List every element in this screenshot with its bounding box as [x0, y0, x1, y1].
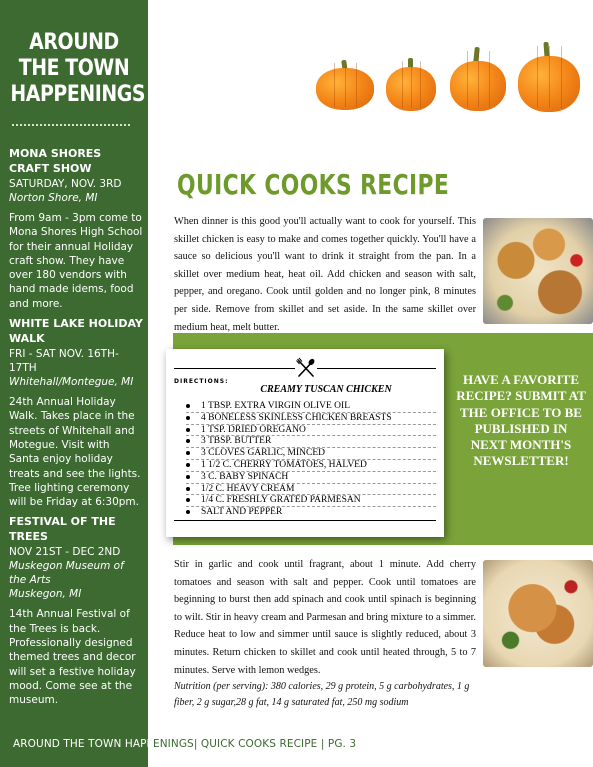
pumpkin-icon — [450, 47, 506, 111]
recipe-card — [166, 349, 444, 537]
card-recipe-title: CREAMY TUSCAN CHICKEN — [260, 384, 392, 395]
event-location: Whitehall/Montegue, MI — [9, 376, 134, 389]
footer-page-info: ENINGS| QUICK COOKS RECIPE | PG. 3 — [152, 738, 357, 750]
ingredients-list — [186, 401, 436, 518]
page-footer — [13, 738, 356, 750]
event-description: From 9am - 3pm come to Mona Shores High School for their annual Holiday craft show. They have over 180 vendors with hand made idems, food and more. — [9, 212, 143, 310]
directions-label: DIRECTIONS: — [174, 378, 229, 385]
event-description: 24th Annual Holiday Walk. Takes place in the streets of Whitehall and Motegue. Visit with Santa enjoy holiday treats and see the lights. Tree lighting ceremony will be Friday at 6:30pm. — [9, 396, 141, 509]
recipe-intro: When dinner is this good you'll actually want to cook for yourself. This skillet chicken is easy to make and comes together quickly. You'll have a sauce so delicious you'll want to drink it straight from the pan. In a skillet over medium heat, heat oil. Add chicken and season with salt, pepper, and oregano. Cook until golden and no longer pink, 8 minutes per side. Remove from skillet and set aside. In the same skillet over medium heat, melt butter. — [174, 216, 476, 333]
ingredient-item: 3 CLOVES GARLIC, MINCED — [186, 448, 436, 460]
event-description: 14th Annual Festival of the Trees is back. Professionally designed themed trees and decor will set a festive holiday mood. Come see at the museum. — [9, 608, 136, 707]
chicken-plate-photo — [483, 560, 593, 667]
recipe-steps: Stir in garlic and cook until fragrant, about 1 minute. Add cherry tomatoes and season with salt and pepper. Cook until tomatoes are beginning to burst then add spinach and cook until spinach is beginning to wilt. Stir in heavy cream and Parmesan and bring mixture to a simmer. Reduce heat to low and simmer until sauce is slightly reduced, about 3 minutes. Return chicken to skillet and cook until heated through, 5 to 7 minutes. Serve with lemon wedges. — [174, 559, 476, 676]
event-title: MONA SHORES CRAFT SHOW — [9, 147, 102, 175]
sidebar — [0, 0, 148, 767]
event-location-city: Muskegon, MI — [9, 588, 82, 601]
pumpkin-icon — [386, 58, 436, 111]
events-list — [9, 146, 143, 708]
event-title: WHITE LAKE HOLIDAY WALK — [9, 317, 143, 346]
event-title: FESTIVAL OF THE TREES — [9, 515, 116, 544]
ingredient-item: 1 TBSP. EXTRA VIRGIN OLIVE OIL — [186, 401, 436, 413]
ingredient-item: 4 BONELESS SKINLESS CHICKEN BREASTS — [186, 413, 436, 425]
event-location: Norton Shore, MI — [9, 192, 98, 204]
event-date: FRI - SAT NOV. 16TH-17TH — [9, 348, 119, 375]
pumpkin-icon — [316, 60, 374, 110]
chicken-skillet-photo — [483, 218, 593, 324]
footer-section: AROUND THE TOWN HAPP — [13, 738, 153, 750]
ingredient-item: 3 TBSP. BUTTER — [186, 436, 436, 448]
event-location: Muskegon Museum of the Arts — [9, 560, 124, 587]
ingredient-item: 1 1/2 C. CHERRY TOMATOES, HALVED — [186, 460, 436, 472]
ingredient-item: 1/4 C. FRESHLY GRATED PARMESAN — [186, 495, 436, 507]
event-item — [9, 514, 143, 707]
event-item — [9, 316, 143, 509]
ingredient-item: 3 C. BABY SPINACH — [186, 472, 436, 484]
ingredient-item: 1 TSP. DRIED OREGANO — [186, 425, 436, 437]
sidebar-title: AROUND THE TOWN HAPPENINGS — [10, 30, 146, 107]
pumpkin-icon — [518, 42, 580, 112]
ingredient-item: SALT AND PEPPER — [186, 507, 436, 518]
fork-spoon-icon — [295, 357, 317, 379]
event-item — [9, 146, 143, 311]
nutrition-info: Nutrition (per serving): 380 calories, 29 g protein, 5 g carbohydrates, 1 g fiber, 2 g sugar,28 g fat, 14 g saturated fat, 250 mg sodium — [174, 681, 470, 708]
dotted-divider — [12, 124, 130, 126]
event-date: NOV 21ST - DEC 2ND — [9, 546, 121, 559]
submit-recipe-callout: HAVE A FAVORITE RECIPE? SUBMIT AT THE OFFICE TO BE PUBLISHED IN NEXT MONTH'S NEWSLETTER! — [456, 372, 586, 469]
card-rule-bottom — [174, 520, 436, 521]
recipe-heading: QUICK COOKS RECIPE — [177, 168, 450, 201]
ingredient-item: 1/2 C. HEAVY CREAM — [186, 484, 436, 496]
event-date: SATURDAY, NOV. 3RD — [9, 178, 122, 190]
